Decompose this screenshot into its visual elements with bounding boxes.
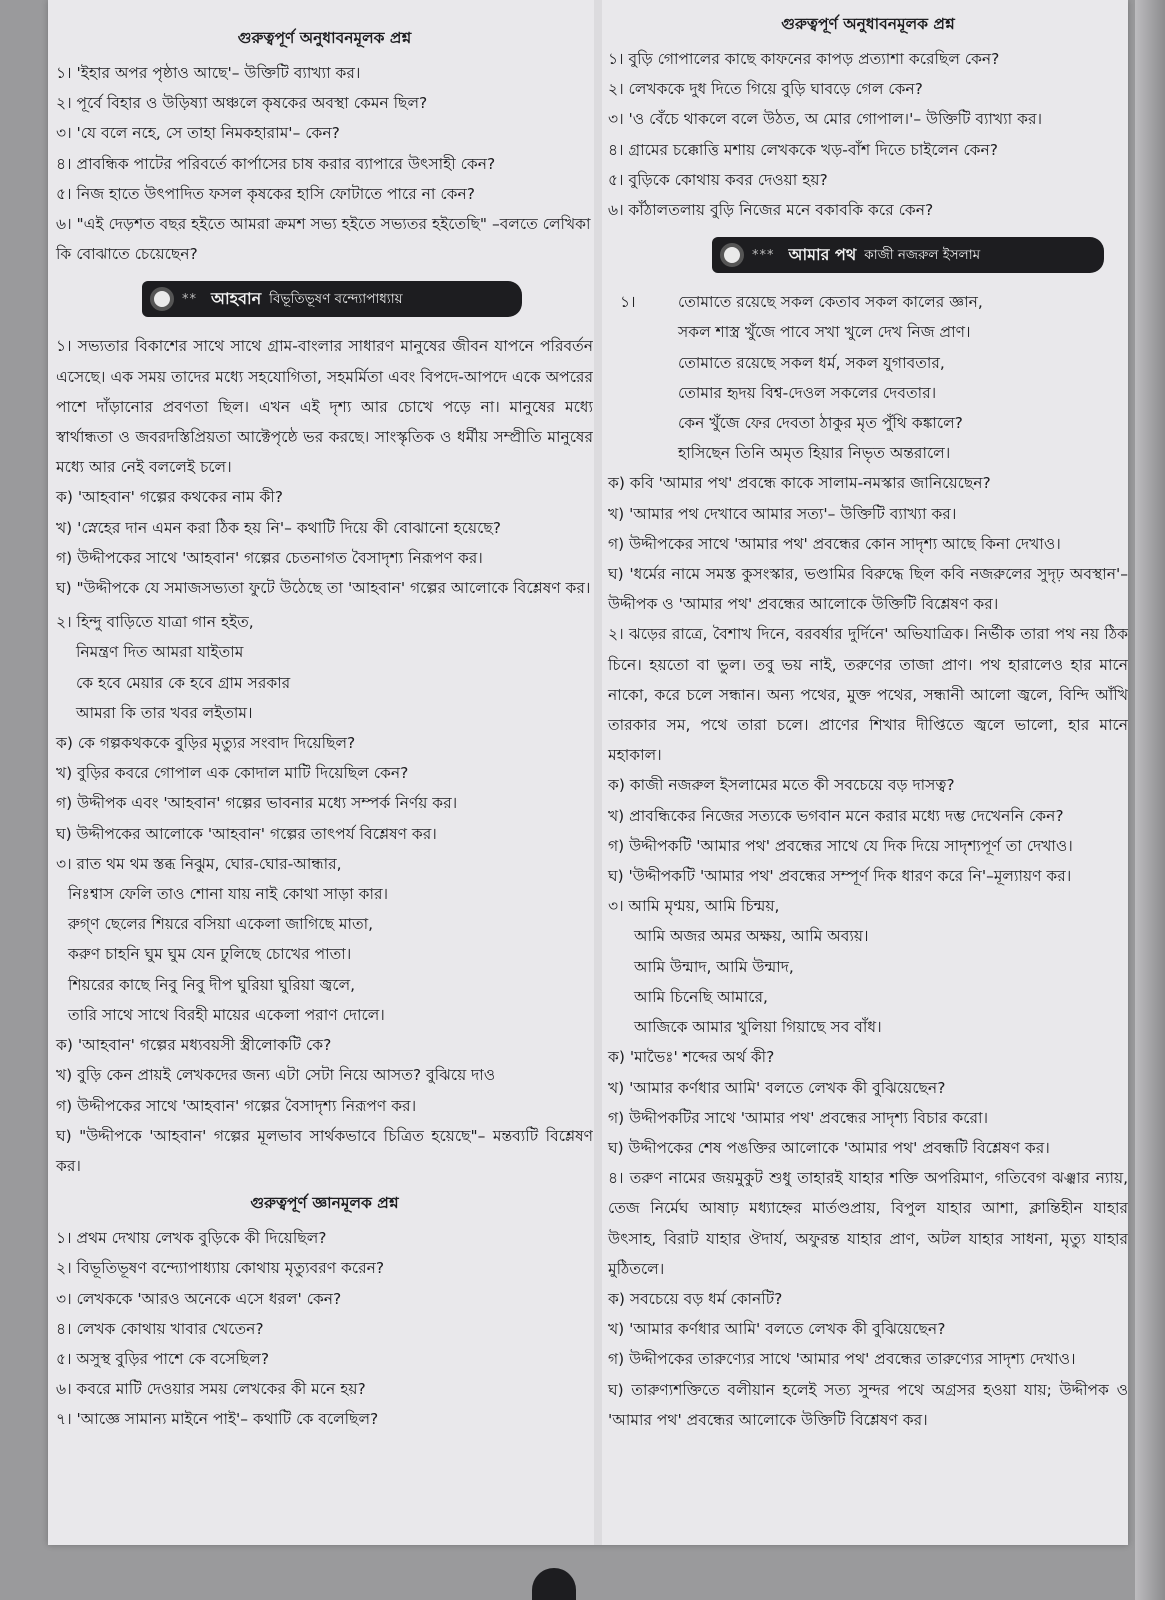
poem-line: করুণ চাহনি ঘুম ঘুম যেন ঢুলিছে চোখের পাতা। [68,945,352,964]
sub-question: ঘ) "উদ্দীপকে 'আহবান' গল্পের মূলভাব সার্থকভাবে চিত্রিত হয়েছে"– মন্তব্যটি বিশ্লেষণ কর। [56,1126,593,1175]
poem-line: তারি সাথে সাথে বিরহী মায়ের একেলা পরাণ দোলে। [68,1005,385,1024]
banner-bullet-icon [720,243,744,267]
question: ২। লেখককে দুধ দিতে গিয়ে বুড়ি ঘাবড়ে গেল কেন? [608,80,923,99]
question: ৫। নিজ হাতে উৎপাদিত ফসল কৃষকের হাসি ফোটাতে পারে না কেন? [56,184,475,203]
sub-question: ঘ) "উদ্দীপকে যে সমাজসভ্যতা ফুটে উঠেছে তা 'আহবান' গল্পের আলোকে বিশ্লেষণ কর। [56,579,591,598]
section-heading-comprehension: গুরুত্বপূর্ণ অনুধাবনমূলক প্রশ্ন [237,29,412,47]
sub-question: ঘ) 'উদ্দীপকটি 'আমার পথ' প্রবন্ধের সম্পূর্ণ দিক ধারণ করে নি'–মূল্যায়ণ কর। [608,867,1072,886]
question: ২। পূর্বে বিহার ও উড়িষ্যা অঞ্চলে কৃষকের অবস্থা কেমন ছিল? [56,94,428,113]
sub-question: ক) 'আহবান' গল্পের কথকের নাম কী? [56,488,283,507]
sub-question: গ) উদ্দীপকটি 'আমার পথ' প্রবন্ধের সাথে যে দিক দিয়ে সাদৃশ্যপূর্ণ তা দেখাও। [608,836,1073,855]
poem-line: নিমন্ত্রণ দিত আমরা যাইতাম [76,643,244,662]
question: ৬। কাঁঠালতলায় বুড়ি নিজের মনে বকাবকি করে কেন? [608,201,934,220]
chapter-banner-amar-poth [712,237,1104,273]
poem-line: আমি উন্মাদ, আমি উন্মাদ, [634,957,794,976]
sub-question: খ) বুড়ি কেন প্রায়ই লেখকদের জন্য এটা সেটা নিয়ে আসত? বুঝিয়ে দাও [56,1066,496,1085]
sub-question: গ) উদ্দীপক এবং 'আহবান' গল্পের ভাবনার মধ্যে সম্পর্ক নির্ণয় কর। [56,794,458,813]
question: ৩। 'ও বেঁচে থাকলে বলে উঠত, অ মোর গোপাল।'– উক্তিটি ব্যাখ্যা কর। [608,110,1043,129]
sub-question: খ) 'আমার কর্ণধার আমি' বলতে লেখক কী বুঝিয়েছেন? [608,1078,946,1097]
left-column [48,0,593,1545]
poem-line: ৩। আমি মৃণ্ময়, আমি চিন্ময়, [608,897,780,916]
poem-line: কে হবে মেয়ার কে হবে গ্রাম সরকার [76,673,291,692]
question: ৩। লেখককে 'আরও অনেকে এসে ধরল' কেন? [56,1289,342,1308]
sub-question: ক) কে গল্পকথককে বুড়ির মৃত্যুর সংবাদ দিয়েছিল? [56,734,356,753]
poem-line: আমরা কি তার খবর লইতাম। [76,703,253,722]
chapter-author: বিভূতিভূষণ বন্দ্যোপাধ্যায় [269,290,403,307]
question: ১। বুড়ি গোপালের কাছে কাফনের কাপড় প্রত্যাশা করেছিল কেন? [608,50,1000,68]
column-divider [594,0,602,1545]
poem-line: আমি অজর অমর অক্ষয়, আমি অব্যয়। [634,927,869,946]
sub-question: গ) উদ্দীপকের সাথে 'আহবান' গল্পের চেতনাগত বৈসাদৃশ্য নিরূপণ কর। [56,548,483,567]
difficulty-stars: ** [182,291,197,307]
sub-question: ক) সবচেয়ে বড় ধর্ম কোনটি? [608,1289,783,1308]
question: ৫। বুড়িকে কোথায় কবর দেওয়া হয়? [608,170,828,189]
question: ৪। গ্রামের চক্কোত্তি মশায় লেখককে খড়-বাঁশ দিতে চাইলেন কেন? [608,140,998,159]
stimulus-paragraph: ২। ঝড়ের রাত্রে, বৈশাখ দিনে, বরবর্ষার দুর্দিনে' অভিযাত্রিক। নির্ভীক তারা পথ নয় ঠিক চিনে। হয়তো বা ভুল। তবু ভয় নাই, তরুণের তাজা প্রাণ। পথ হারালেও হার মানে নাকো, করে চলে সন্ধান। অন্য পথের, মুক্ত পথের, সন্ধানী আলো জ্বলে, বিন্দি আঁখি তারকার সম, পথে তারা চলে। প্রাণের শিখার দীপ্তিতে জ্বলে ভালো, হার মানে মহাকাল। [608,625,1128,765]
poem-line: কেন খুঁজে ফের দেবতা ঠাকুর মৃত পুঁথি কঙ্কালে? [678,414,963,433]
poem-line: শিয়রের কাছে নিবু নিবু দীপ ঘুরিয়া ঘুরিয়া জ্বলে, [68,975,356,994]
difficulty-stars: *** [752,247,775,263]
poem-line: হাসিছেন তিনি অমৃত হিয়ার নিভৃত অন্তরালে। [678,444,951,463]
question: ৪। লেখক কোথায় খাবার খেতেন? [56,1319,264,1338]
poem-line: রুগ্ণ ছেলের শিয়রে বসিয়া একেলা জাগিছে মাতা, [68,915,374,934]
question: ২। বিভূতিভূষণ বন্দ্যোপাধ্যায় কোথায় মৃত্যুবরণ করেন? [56,1259,385,1278]
poem-line: ৩। রাত থম থম স্তব্ধ নিঝুম, ঘোর-ঘোর-আন্ধার, [56,854,342,873]
sub-question: ঘ) উদ্দীপকের শেষ পঙক্তির আলোকে 'আমার পথ' প্রবন্ধটি বিশ্লেষণ কর। [608,1138,1050,1157]
section-heading-knowledge: গুরুত্বপূর্ণ জ্ঞানমূলক প্রশ্ন [250,1194,399,1213]
chapter-author: কাজী নজরুল ইসলাম [864,246,981,263]
sub-question: ক) 'মাভৈঃ' শব্দের অর্থ কী? [608,1048,775,1067]
page-footer-tab [532,1568,576,1600]
question: ১। প্রথম দেখায় লেখক বুড়িকে কী দিয়েছিল? [56,1229,327,1248]
question: ৫। অসুস্থ বুড়ির পাশে কে বসেছিল? [56,1349,270,1368]
chapter-title: আমার পথ [788,244,857,264]
question: ৪। প্রাবন্ধিক পাটের পরিবর্তে কার্পাসের চাষ করার ব্যাপারে উৎসাহী কেন? [56,154,496,173]
poem-line: তোমাতে রয়েছে সকল কেতাব সকল কালের জ্ঞান, [678,293,983,312]
poem-line: তোমাতে রয়েছে সকল ধর্ম, সকল যুগাবতার, [678,353,945,372]
stimulus-paragraph: ১। সভ্যতার বিকাশের সাথে সাথে গ্রাম-বাংলার সাধারণ মানুষের জীবন যাপনে পরিবর্তন এসেছে। এক সময় তাদের মধ্যে সহযোগিতা, সহমর্মিতা এবং বিপদে-আপদে একে অপরের পাশে দাঁড়ানোর প্রবণতা ছিল। এখন এই দৃশ্য আর চোখে পড়ে না। মানুষের মধ্যে স্বার্থান্ধতা ও জবরদস্তিপ্রিয়তা আক্টেপৃষ্ঠে ভর করছে। সাংস্কৃতিক ও ধর্মীয় সম্প্রীতি মানুষের মধ্যে আর নেই বললেই চলে। [56,337,593,477]
poem-block [608,287,1128,468]
question: ৩। 'যে বলে নহে, সে তাহা নিমকহারাম'– কেন? [56,124,340,143]
sub-question: ক) কাজী নজরুল ইসলামের মতে কী সবচেয়ে বড় দাসত্ব? [608,776,955,795]
sub-question: খ) 'আমার কর্ণধার আমি' বলতে লেখক কী বুঝিয়েছেন? [608,1320,946,1339]
sub-question: ঘ) তারুণ্যশক্তিতে বলীয়ান হলেই সত্য সুন্দর পথে অগ্রসর হওয়া যায়; উদ্দীপক ও 'আমার পথ' প্রবন্ধের আলোকে উক্তিটি বিশ্লেষণ কর। [608,1380,1128,1429]
stimulus-paragraph: ৪। তরুণ নামের জয়মুকুট শুধু তাহারই যাহার শক্তি অপরিমাণ, গতিবেগ ঝঞ্ঝার ন্যায়, তেজ নির্মেঘ আষাঢ় মধ্যাহ্নের মার্তণ্ডপ্রায়, বিপুল যাহার আশা, ক্লান্তিহীন যাহার উৎসাহ, বিরাট যাহার ঔদার্য, অফুরন্ত যাহার প্রাণ, অটল যাহার সাধনা, মৃত্যু যাহার মুঠিতলে। [608,1169,1128,1278]
poem-line: নিঃশ্বাস ফেলি তাও শোনা যায় নাই কোথা সাড়া কার। [68,885,389,904]
book-edge-shadow [1135,0,1165,1600]
sub-question: খ) প্রাবন্ধিকের নিজের সত্যকে ভগবান মনে করার মধ্যে দম্ভ দেখেননি কেন? [608,806,1064,825]
sub-question: খ) 'আমার পথ দেখাবে আমার সত্য'– উক্তিটি ব্যাখ্যা কর। [608,504,957,523]
sub-question: গ) উদ্দীপকটির সাথে 'আমার পথ' প্রবন্ধের সাদৃশ্য বিচার করো। [608,1108,989,1127]
poem-line: সকল শাস্ত্র খুঁজে পাবে সখা খুলে দেখ নিজ প্রাণ। [678,323,971,342]
poem-line: আজিকে আমার খুলিয়া গিয়াছে সব বাঁধ। [634,1018,882,1037]
banner-bullet-icon [150,287,174,311]
question: ১। 'ইহার অপর পৃষ্ঠাও আছে'– উক্তিটি ব্যাখ্যা কর। [56,64,361,82]
question: ৬। কবরে মাটি দেওয়ার সময় লেখকের কী মনে হয়? [56,1380,366,1399]
right-column [602,0,1128,1545]
sub-question: গ) উদ্দীপকের সাথে 'আমার পথ' প্রবন্ধের কোন সাদৃশ্য আছে কিনা দেখাও। [608,534,1061,553]
chapter-title: আহবান [211,288,262,308]
sub-question: খ) বুড়ির কবরে গোপাল এক কোদাল মাটি দিয়েছিল কেন? [56,764,409,783]
sub-question: খ) 'স্নেহের দান এমন করা ঠিক হয় নি'– কথাটি দিয়ে কী বোঝানো হয়েছে? [56,518,501,537]
question: ৭। 'আজ্ঞে সামান্য মাইনে পাই'– কথাটি কে বলেছিল? [56,1410,379,1429]
poem-line: ২। হিন্দু বাড়িতে যাত্রা গান হইত, [56,613,254,632]
sub-question: ঘ) 'ধর্মের নামে সমস্ত কুসংস্কার, ভণ্ডামির বিরুদ্ধে ছিল কবি নজরুলের সুদৃঢ় অবস্থান'– উদ্দীপক ও 'আমার পথ' প্রবন্ধের আলোকে উক্তিটি বিশ্লেষণ কর। [608,565,1128,614]
question: ৬। "এই দেড়শত বছর হইতে আমরা ক্রমশ সভ্য হইতে সভ্যতর হইতেছি" –বলতে লেখিকা কি বোঝাতে চেয়েছেন? [56,215,591,264]
chapter-banner-ahban [142,281,522,317]
sub-question: ক) 'আহবান' গল্পের মধ্যবয়সী স্ত্রীলোকটি কে? [56,1036,332,1055]
poem-line: আমি চিনেছি আমারে, [634,987,768,1006]
sub-question: ক) কবি 'আমার পথ' প্রবন্ধে কাকে সালাম-নমস্কার জানিয়েছেন? [608,474,991,493]
sub-question: গ) উদ্দীপকের সাথে 'আহবান' গল্পের বৈসাদৃশ্য নিরূপণ কর। [56,1096,417,1115]
book-page [48,0,1128,1545]
sub-question: গ) উদ্দীপকের তারুণ্যের সাথে 'আমার পথ' প্রবন্ধের তারুণ্যের সাদৃশ্য দেখাও। [608,1350,1076,1369]
question-number: ১। [620,293,636,312]
section-heading-comprehension: গুরুত্বপূর্ণ অনুধাবনমূলক প্রশ্ন [781,15,955,33]
poem-line: তোমার হৃদয় বিশ্ব-দেওল সকলের দেবতার। [678,383,937,402]
sub-question: ঘ) উদ্দীপকের আলোকে 'আহবান' গল্পের তাৎপর্য বিশ্লেষণ কর। [56,824,437,843]
